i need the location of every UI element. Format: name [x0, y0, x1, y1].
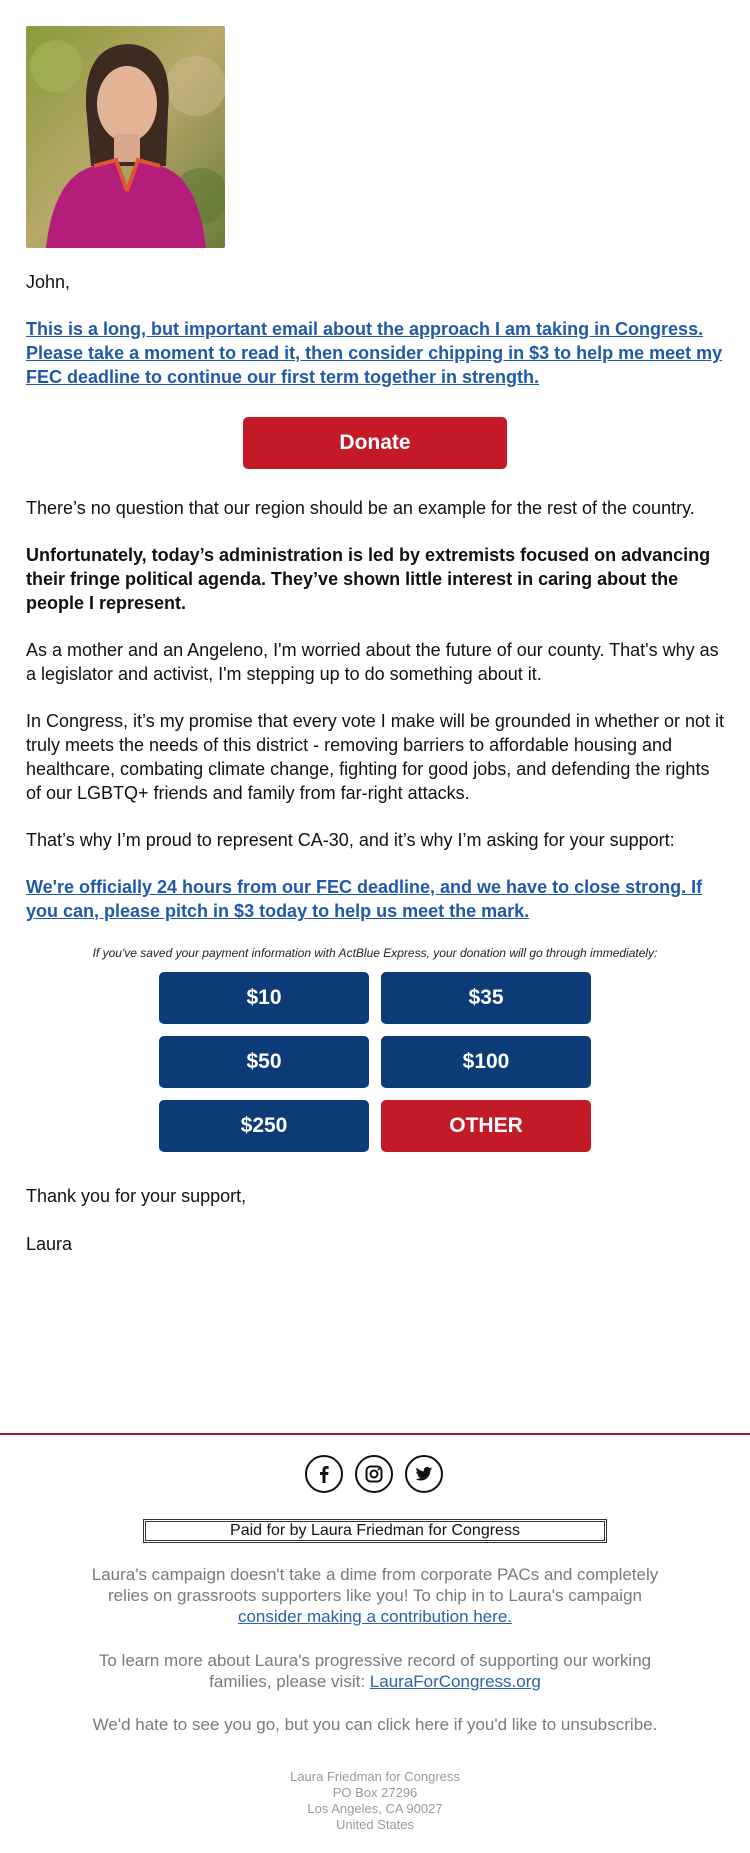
donate-button[interactable]: Donate	[243, 417, 507, 469]
body-paragraph-4: In Congress, it’s my promise that every vote I make will be grounded in whether or not it truly meets the needs of this district - removing barriers to affordable housing and healthcare, combating climate change, fighting for good jobs, and defending the rights of our LGBTQ+ friends and family from far-right attacks.	[26, 711, 724, 803]
signature: Laura	[26, 1234, 73, 1254]
contribution-link[interactable]: consider making a contribution here.	[237, 1607, 513, 1626]
body-paragraph-3: As a mother and an Angeleno, I'm worried about the future of our county. That's why as a legislator and activist, I'm stepping up to do something about it.	[26, 640, 719, 684]
footer-learn-text	[75, 1650, 675, 1692]
donate-100-button[interactable]: $100	[381, 1036, 591, 1088]
address-box: PO Box 27296	[332, 1785, 418, 1800]
candidate-photo	[26, 26, 225, 248]
body-paragraph-5: That’s why I’m proud to represent CA-30, and it’s why I’m asking for your support:	[26, 830, 675, 850]
corporate-text: Laura's campaign doesn't take a dime from corporate PACs and completely relies on grassroots supporters like you! To chip in to Laura's campaign	[91, 1565, 659, 1605]
donate-50-button[interactable]: $50	[159, 1036, 369, 1088]
donate-other-button[interactable]: OTHER	[381, 1100, 591, 1152]
mailing-address	[0, 1769, 750, 1833]
donate-10-button[interactable]: $10	[159, 972, 369, 1024]
address-country: United States	[335, 1817, 415, 1832]
instagram-icon[interactable]	[355, 1455, 393, 1493]
footer-divider	[0, 1433, 750, 1435]
learn-text: To learn more about Laura's progressive record of supporting our working families, please visit:	[98, 1651, 652, 1691]
unsubscribe-text[interactable]: We'd hate to see you go, but you can click here if you'd like to unsubscribe.	[92, 1715, 658, 1734]
footer-corporate-text	[75, 1564, 675, 1627]
facebook-icon[interactable]	[305, 1455, 343, 1493]
donate-35-button[interactable]: $35	[381, 972, 591, 1024]
intro-link[interactable]: This is a long, but important email about the approach I am taking in Congress. Please take a moment to read it, then consider chipping in $3 to help me meet my FEC deadline to continue our first term together in strength.	[26, 319, 723, 387]
site-link[interactable]: LauraForCongress.org	[369, 1672, 541, 1691]
express-note: If you've saved your payment information with ActBlue Express, your donation will go through immediately:	[92, 946, 658, 960]
deadline-link[interactable]: We're officially 24 hours from our FEC deadline, and we have to close strong. If you can, please pitch in $3 today to help us meet the mark.	[26, 877, 703, 921]
paid-for-disclaimer: Paid for by Laura Friedman for Congress	[143, 1519, 607, 1543]
donate-250-button[interactable]: $250	[159, 1100, 369, 1152]
address-city: Los Angeles, CA 90027	[307, 1801, 443, 1816]
intro-paragraph	[26, 317, 726, 389]
deadline-paragraph	[26, 875, 726, 923]
greeting: John,	[26, 272, 71, 292]
signoff: Thank you for your support,	[26, 1186, 247, 1206]
body-paragraph-1: There’s no question that our region should be an example for the rest of the country.	[26, 498, 695, 518]
body-paragraph-2: Unfortunately, today’s administration is led by extremists focused on advancing their fringe political agenda. They’ve shown little interest in caring about the people I represent.	[26, 545, 711, 613]
twitter-icon[interactable]	[405, 1455, 443, 1493]
address-name: Laura Friedman for Congress	[290, 1769, 460, 1784]
